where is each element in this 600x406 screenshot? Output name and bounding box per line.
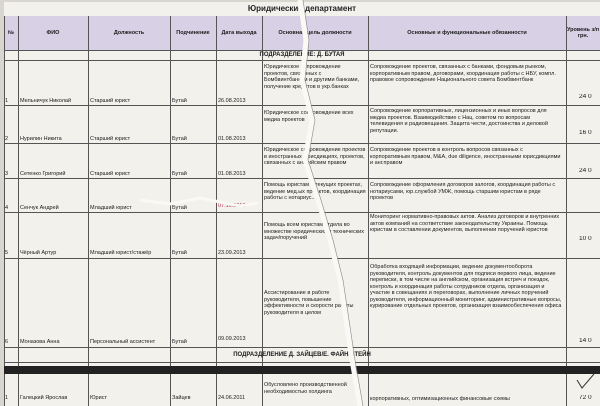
row-sub: Бутай [172,171,187,177]
grid-line [4,362,600,363]
row-date: 01.08.2013 [218,136,246,142]
row-sub: Зайцев [172,395,191,401]
grid-line [4,212,600,213]
row-name: Моназова Анна [20,339,60,345]
grid-line [4,143,600,144]
row-sub: Бутай [172,205,187,211]
row-salary: 24 0 [579,168,592,174]
row-goal: Юридическое сопровождение проектов, связанных с Бомбвинтбанком и другими банками, получение кредитов в укр.банках [264,64,360,90]
row-name: Сенчук Андрей [20,205,59,211]
grid-line [4,347,600,348]
row-salary: 10 0 [579,236,592,242]
row-name: Сетенко Григорий [20,171,66,177]
row-num: 5 [5,250,9,256]
row-goal: Помощь юристам в текущих проектах, ведение мед.ых проектов, координация работы с нотариус... [264,182,366,201]
row-position: Старший юрист [90,171,131,177]
row-position: Юрист [90,395,107,401]
row-name: Чёрный Артур [20,250,57,256]
row-salary: 72 0 [579,395,592,401]
row-duties: корпоративных, оптимизационных финансовые схемы [370,396,510,402]
grid-line [4,60,600,61]
section-title: ПОДРАЗДЕЛЕНИЕ: Д. БУТАЯ [259,52,345,58]
row-duties: Мониторинг нормативно-правовых актов. Анализ договоров и внутренних актов компаний на соответствие законодательству Украины. Помощь юристам в составлении документов, выполнении поручений юристов [370,214,560,233]
row-goal: Обусловлено производственной необходимостью холдинга [264,382,347,395]
grid-line [4,178,600,179]
document-sheet [4,2,600,406]
row-goal: Ассистирование в работе руководителя, повышение эффективности и скорости работы руководителя в целом [264,290,354,316]
header-name: ФИО [46,29,60,36]
row-num: 6 [5,339,9,345]
row-position: Старший юрист [90,136,131,142]
row-name: Галецкий Ярослав [20,395,68,401]
row-date: 01.08.2013 [218,171,246,177]
header-subordination: Подчинение [176,29,210,36]
row-num: 1 [5,395,9,401]
row-date: 26.08.2013 [218,98,246,104]
header-num: № [7,29,15,36]
row-sub: Бутай [172,98,187,104]
row-num: 1 [5,98,9,104]
row-position: Младший юрист [90,205,132,211]
row-sub: Бутай [172,339,187,345]
document-title: Юридические департамент [247,4,357,13]
row-position: Младший юрист/стажёр [90,250,152,256]
row-date: 24.06.2011 [218,395,246,401]
header-date: Дата выхода [221,29,257,36]
row-date: 23.09.2013 [218,250,246,256]
row-num: 3 [5,171,9,177]
row-date: 07.10.2013 [218,203,246,209]
row-duties: Сопровождение проектов в контроль вопросов связанных с корпоративным правом, M&A, due diligence, иностранными юрисдикциями и анг.правом [370,147,561,166]
header-duties: Основные и функциональные обязанности [407,29,527,36]
row-date: 09.09.2013 [218,336,246,342]
row-salary: 14 0 [579,338,592,344]
row-name: Мельничук Николай [20,98,72,104]
header-position: Должность [113,29,145,36]
row-num: 2 [5,136,9,142]
row-salary: 24 0 [579,94,592,100]
row-goal: Юридическое сопровождение проектов в иностранных юрисдикциях, проектов, связанных с английским правом [264,147,366,166]
row-goal: Юридическое сопровождение всех медиа проектов [264,110,354,123]
check-mark-icon [574,372,598,392]
row-duties: Обработка входящей информации, ведение документооборота руководителя, контроль документов для подписи первого лица, ведение переписки, в том числе на английском, организация встреч и поездок, контроль и координация работы сотрудников отдела, организация и участие в совещаниях и переговорах, выполнение личных поручений руководителя, информационный мониторинг, административные вопросы, курирование отдельных проектов, организация взаимообеспечения офиса [370,264,562,309]
grid-line [4,50,600,51]
row-position: Старший юрист [90,98,131,104]
row-sub: Бутай [172,250,187,256]
grid-line [4,258,600,259]
row-sub: Бутай [172,136,187,142]
divider-bar [4,366,600,374]
section-title: ПОДРАЗДЕЛЕНИЕ Д. ЗАЙЦЕВ/Е. ФАЙНШТЕЙН [233,352,371,358]
row-salary: 16 0 [579,130,592,136]
grid-line [4,105,600,106]
header-goal: Основная цель должности [278,29,352,36]
row-num: 4 [5,205,9,211]
row-duties: Сопровождение проектов, связанных с банками, фондовым рынком, корпоративным правом, договорами, координация работы с НБУ, компл. правовое сопровождение Национального совета Бомбвинтбанк [370,64,556,83]
row-goal: Помощь всем юристам отдела во множестве юридических и технических задач/поручений [264,222,364,241]
row-duties: Сопровождение корпоративных, лицензионных и иных вопросов для медиа проектов. Взаимодействие с Нац. советом по вопросам телевидения и радиовещания. Защита чести, достоинства и деловой репутации. [370,108,548,134]
row-name: Нурилин Никита [20,136,62,142]
header-salary: Уровень з/п грн. [566,26,600,39]
row-position: Персональный ассистент [90,339,156,345]
row-duties: Сопровождение оформления договоров залогов, координация работы с нотариусами, юр.службой УМЖ, помощь старшим юристам в ряде проектов [370,182,556,201]
